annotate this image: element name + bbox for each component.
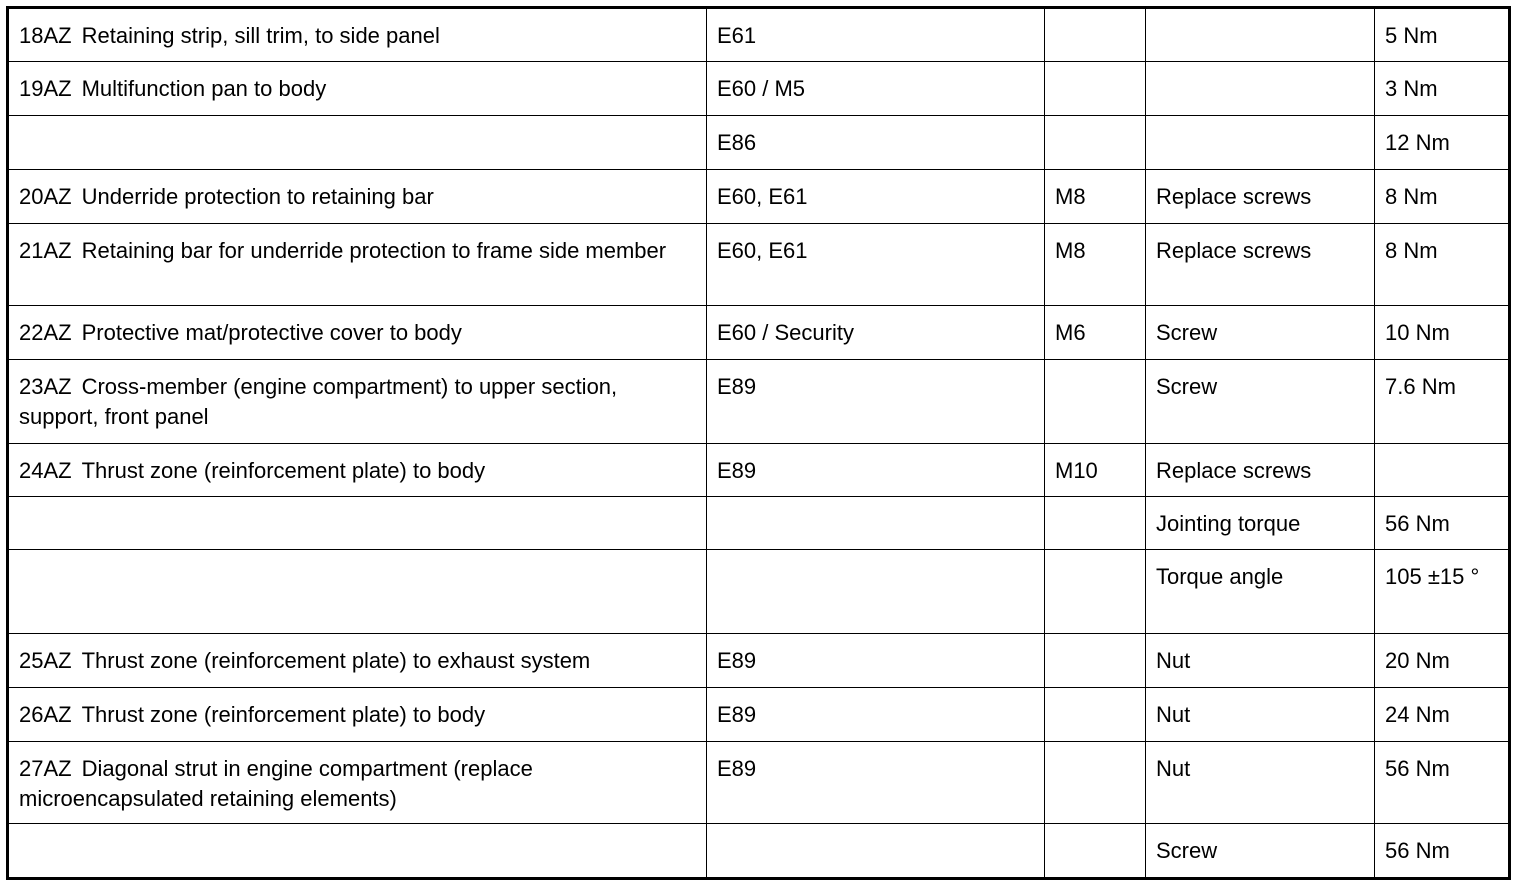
cell-note (1146, 116, 1375, 170)
cell-thread-size (1045, 62, 1146, 116)
item-description: Cross-member (engine compartment) to upper section, support, front panel (19, 374, 618, 429)
cell-note: Screw (1146, 360, 1375, 444)
table-row (8, 497, 1510, 550)
torque-specification-table (6, 6, 1511, 880)
cell-torque (1375, 444, 1510, 497)
cell-item-description (8, 444, 707, 497)
table-row (8, 550, 1510, 634)
item-description: Retaining strip, sill trim, to side panel (81, 23, 440, 48)
cell-thread-size (1045, 634, 1146, 688)
cell-thread-size: M8 (1045, 170, 1146, 224)
cell-item-description (8, 8, 707, 62)
cell-model: E60, E61 (707, 224, 1045, 306)
cell-thread-size (1045, 8, 1146, 62)
cell-thread-size: M10 (1045, 444, 1146, 497)
table-row (8, 62, 1510, 116)
cell-note: Jointing torque (1146, 497, 1375, 550)
cell-thread-size (1045, 550, 1146, 634)
cell-item-description (8, 306, 707, 360)
cell-model: E60 / Security (707, 306, 1045, 360)
cell-item-description (8, 62, 707, 116)
cell-torque: 7.6 Nm (1375, 360, 1510, 444)
table-row (8, 634, 1510, 688)
cell-note: Nut (1146, 742, 1375, 824)
item-description: Diagonal strut in engine compartment (replace microencapsulated retaining elements) (19, 756, 533, 811)
item-code: 27AZ (19, 756, 72, 781)
cell-model (707, 497, 1045, 550)
cell-thread-size (1045, 688, 1146, 742)
item-code: 26AZ (19, 702, 72, 727)
cell-note: Screw (1146, 824, 1375, 879)
cell-item-description (8, 116, 707, 170)
cell-thread-size (1045, 824, 1146, 879)
item-code: 18AZ (19, 23, 72, 48)
cell-torque: 56 Nm (1375, 497, 1510, 550)
cell-torque: 8 Nm (1375, 224, 1510, 306)
cell-model: E89 (707, 742, 1045, 824)
cell-thread-size (1045, 116, 1146, 170)
cell-torque: 3 Nm (1375, 62, 1510, 116)
table-row (8, 8, 1510, 62)
table-row (8, 742, 1510, 824)
cell-model (707, 824, 1045, 879)
item-description: Multifunction pan to body (81, 76, 327, 101)
cell-item-description (8, 550, 707, 634)
cell-model: E61 (707, 8, 1045, 62)
cell-thread-size: M8 (1045, 224, 1146, 306)
cell-note: Replace screws (1146, 444, 1375, 497)
cell-item-description (8, 634, 707, 688)
cell-thread-size (1045, 742, 1146, 824)
item-code: 19AZ (19, 76, 72, 101)
cell-note: Replace screws (1146, 224, 1375, 306)
cell-model: E60 / M5 (707, 62, 1045, 116)
cell-torque: 12 Nm (1375, 116, 1510, 170)
cell-item-description (8, 224, 707, 306)
cell-note: Torque angle (1146, 550, 1375, 634)
cell-torque: 10 Nm (1375, 306, 1510, 360)
item-description: Thrust zone (reinforcement plate) to exhaust system (81, 648, 591, 673)
cell-torque: 8 Nm (1375, 170, 1510, 224)
cell-torque: 5 Nm (1375, 8, 1510, 62)
item-code: 25AZ (19, 648, 72, 673)
cell-item-description (8, 360, 707, 444)
cell-torque: 56 Nm (1375, 742, 1510, 824)
cell-torque: 20 Nm (1375, 634, 1510, 688)
cell-note (1146, 62, 1375, 116)
item-description: Thrust zone (reinforcement plate) to body (81, 702, 486, 727)
cell-thread-size: M6 (1045, 306, 1146, 360)
cell-note: Nut (1146, 634, 1375, 688)
cell-thread-size (1045, 360, 1146, 444)
cell-torque: 24 Nm (1375, 688, 1510, 742)
cell-note: Screw (1146, 306, 1375, 360)
cell-item-description (8, 824, 707, 879)
cell-model: E89 (707, 360, 1045, 444)
cell-model: E89 (707, 444, 1045, 497)
table-row (8, 224, 1510, 306)
cell-item-description (8, 742, 707, 824)
table-row (8, 444, 1510, 497)
item-code: 24AZ (19, 458, 72, 483)
item-description: Retaining bar for underride protection to frame side member (81, 238, 667, 263)
item-code: 20AZ (19, 184, 72, 209)
table-row (8, 170, 1510, 224)
table-row (8, 688, 1510, 742)
cell-item-description (8, 688, 707, 742)
table-row (8, 306, 1510, 360)
cell-torque: 56 Nm (1375, 824, 1510, 879)
cell-torque: 105 ±15 ° (1375, 550, 1510, 634)
cell-item-description (8, 170, 707, 224)
item-code: 21AZ (19, 238, 72, 263)
cell-model: E89 (707, 688, 1045, 742)
cell-note: Nut (1146, 688, 1375, 742)
table-row (8, 824, 1510, 879)
table-body (8, 8, 1510, 879)
table-row (8, 360, 1510, 444)
cell-model: E86 (707, 116, 1045, 170)
cell-model: E60, E61 (707, 170, 1045, 224)
item-code: 22AZ (19, 320, 72, 345)
item-description: Thrust zone (reinforcement plate) to body (81, 458, 486, 483)
cell-thread-size (1045, 497, 1146, 550)
cell-note: Replace screws (1146, 170, 1375, 224)
item-description: Underride protection to retaining bar (81, 184, 434, 209)
item-code: 23AZ (19, 374, 72, 399)
cell-model (707, 550, 1045, 634)
cell-model: E89 (707, 634, 1045, 688)
cell-item-description (8, 497, 707, 550)
cell-note (1146, 8, 1375, 62)
item-description: Protective mat/protective cover to body (81, 320, 462, 345)
table-row (8, 116, 1510, 170)
